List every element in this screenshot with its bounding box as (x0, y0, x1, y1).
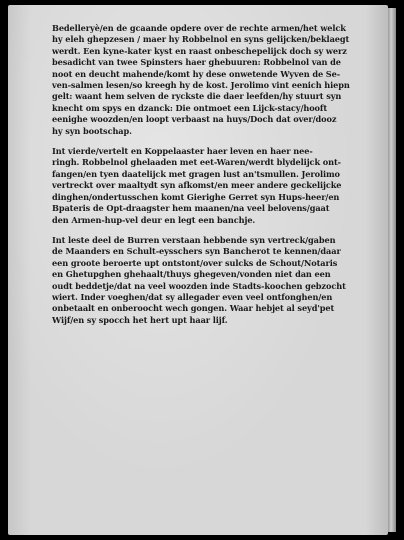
text-line: Wijf/en sy spocch het hert upt haar lijf. (52, 314, 228, 325)
text-line: Int leste deel de Burren verstaan hebbende syn vertreck/gaben (52, 234, 336, 245)
text-line: werdt. Een kyne-kater kyst en raast onbeschepelijck doch sy werz (52, 45, 347, 56)
text-line: onbetaalt en onberoocht wech gongen. Waar hebjet al seyd'pet (52, 303, 335, 314)
text-line: dinghen/ondertusschen komt Gierighe Gerret syn Hups-heer/en (52, 191, 340, 202)
book-page (8, 5, 388, 535)
text-line: hy syn bootschap. (52, 125, 132, 136)
text-line: gelt: waant hem selven de ryckste die daer leefden/hy stuurt syn (52, 91, 342, 102)
text-line: den Armen-hup-vel deur en legt een banchje. (52, 214, 256, 225)
text-line: Bpateris de Opt-draagster hem maanen/na veel belovens/gaat (52, 203, 330, 214)
text-line: noot en deucht mahende/komt hy dese onwetende Wyven de Se- (52, 68, 341, 79)
text-line: Bedelleryè/en de gcaande opdere over de rechte armen/het welck (52, 23, 346, 33)
text-line: knecht om spys en dzanck: Die ontmoet een Lijck-stacy/hooft (52, 102, 328, 113)
text-line: eenighe woozden/en loopt verbaast na huys/Doch dat over/dooz (52, 114, 337, 125)
paragraph-2 (52, 146, 352, 226)
text-line: vertreckt over maaltydt syn afkomst/en meer andere geckelijcke (52, 180, 342, 191)
text-line: Int vierde/vertelt en Koppelaaster haer leven en haer nee- (52, 146, 313, 157)
text-line: hy eleh ghepzesen / maer hy Robbelnol en syns gelijcken/beklaegt (52, 34, 350, 45)
text-line: wiert. Inder voeghen/dat sy allegader even veel ontfonghen/en (52, 291, 333, 302)
text-line: ringh. Robbelnol ghelaaden met eet-Waren/werdt blydelijck ont- (52, 157, 341, 168)
text-line: besadicht van twee Spinsters haer ghebuuren: Robbelnol van de (52, 57, 341, 68)
text-line: en Ghetupghen ghehaalt/thuys ghegeven/vonden niet dan een (52, 269, 331, 280)
text-line: de Maanders en Schult-eysschers syn Bancherot te kennen/daar (52, 246, 341, 257)
text-line: een groote beroerte upt ontstont/over sulcks de Schout/Notaris (52, 257, 338, 268)
text-line: ven-salmen lesen/so kreegh hy de kost. Jerolimo vint eenich hiepn (52, 80, 350, 91)
text-line: oudt beddetje/dat na veel woozden inde Stadts-koochen gebzocht (52, 280, 346, 291)
page-edge (388, 8, 396, 532)
paragraph-3 (52, 235, 352, 326)
paragraph-1 (52, 23, 352, 137)
page-text (52, 23, 352, 335)
text-line: fangen/en tyen daatelijck met gragen lust an'tsmullen. Jerolimo (52, 168, 340, 179)
